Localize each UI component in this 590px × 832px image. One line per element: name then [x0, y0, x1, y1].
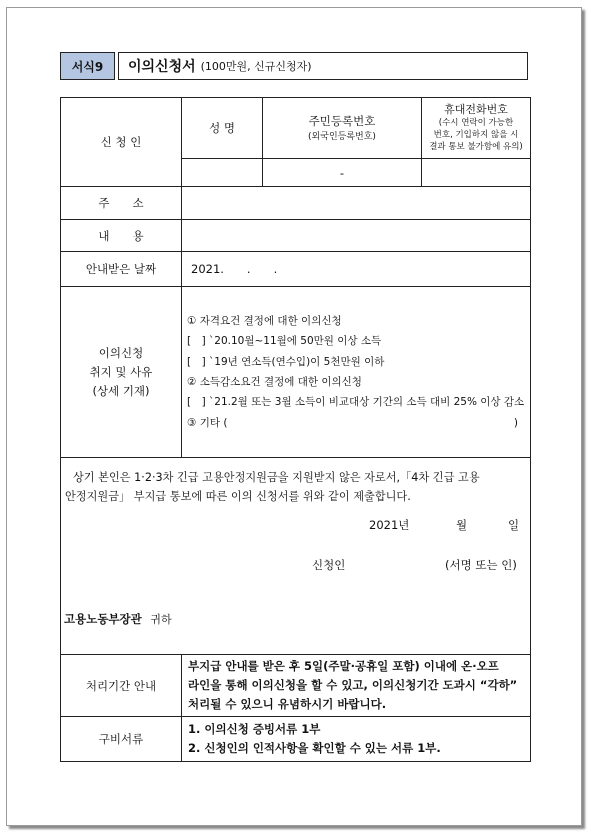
- address-label-cell: [61, 187, 182, 220]
- name-field[interactable]: [182, 159, 263, 187]
- name-label-cell: [182, 98, 263, 159]
- phone-note-3: 결과 통보 불가함에 유의): [429, 142, 523, 152]
- reason-other-close: ): [513, 416, 518, 429]
- content-label-cell: [61, 220, 182, 252]
- content-field[interactable]: [182, 220, 531, 252]
- reason-line-1: ① 자격요건 결정에 대한 이의신청: [187, 314, 342, 327]
- documents-label-cell: [61, 717, 182, 762]
- recipient-name: 고용노동부장관: [64, 612, 142, 626]
- guide-date-label: 안내받은 날짜: [85, 262, 157, 276]
- documents-item-1: 1. 이의신청 증빙서류 1부: [188, 722, 321, 736]
- processing-line-3: 처리될 수 있으니 유념하시기 바랍니다.: [188, 697, 387, 711]
- processing-notice-cell: [182, 655, 531, 717]
- reason-line-5[interactable]: [ ] `21.2월 또는 3월 소득이 비교대상 기간의 소득 대비 25% 이상 감소: [187, 396, 525, 409]
- applicant-label: 신 청 인: [100, 135, 142, 149]
- guide-date-value: 2021. . .: [191, 262, 278, 276]
- form-title-box: [118, 52, 528, 80]
- phone-label-cell: [422, 98, 531, 159]
- declaration-cell: [61, 458, 531, 655]
- declaration-line-2: 안정지원금」 부지급 통보에 따른 이의 신청서를 위와 같이 제출합니다.: [65, 490, 411, 503]
- signer-label: 신청인: [312, 558, 346, 572]
- reason-line-2[interactable]: [ ] `20.10월~11월에 50만원 이상 소득: [187, 335, 382, 348]
- reason-line-4: ② 소득감소요건 결정에 대한 이의신청: [187, 376, 362, 388]
- declaration-block: [61, 458, 530, 654]
- recipient-honorific: 귀하: [150, 613, 172, 626]
- form-code-badge: [60, 52, 115, 80]
- processing-label-cell: [61, 655, 182, 717]
- form-code-text: 서식9: [71, 59, 104, 74]
- phone-field[interactable]: [422, 159, 531, 187]
- declaration-line-1: 상기 본인은 1·2·3차 긴급 고용안정지원금을 지원받지 않은 자로서,「4차 긴급 고용: [73, 471, 480, 484]
- date-year: 2021년: [369, 518, 410, 532]
- address-label: 주 소: [98, 196, 144, 210]
- reason-field[interactable]: [182, 287, 531, 458]
- phone-note-2: 번호, 기입하지 않을 시: [433, 130, 519, 140]
- application-form-table: [60, 97, 531, 762]
- rrn-label-cell: [263, 98, 422, 159]
- documents-item-2: 2. 신청인의 인적사항을 확인할 수 있는 서류 1부.: [188, 741, 441, 755]
- processing-line-2: 라인을 통해 이의신청을 할 수 있고, 이의신청기간 도과시 “각하”: [188, 678, 518, 692]
- applicant-label-cell: [61, 98, 182, 187]
- date-month[interactable]: 월: [456, 518, 468, 532]
- form-title: 이의신청서: [128, 59, 196, 75]
- reason-label-1: 이의신청: [98, 345, 144, 360]
- phone-note-1: (수시 연락이 가능한: [438, 118, 514, 128]
- reason-label-cell: [61, 287, 182, 458]
- rrn-dash: -: [339, 165, 345, 180]
- rrn-label: 주민등록번호: [308, 114, 376, 128]
- name-label: 성 명: [209, 121, 235, 135]
- address-field[interactable]: [182, 187, 531, 220]
- reason-label-2: 취지 및 사유: [89, 364, 153, 379]
- guide-date-field[interactable]: [182, 252, 531, 287]
- processing-label: 처리기간 안내: [85, 678, 157, 693]
- guide-date-label-cell: [61, 252, 182, 287]
- reason-lines: [187, 311, 530, 433]
- signature-note[interactable]: (서명 또는 인): [445, 558, 517, 572]
- documents-label: 구비서류: [98, 732, 144, 746]
- form-subtitle: (100만원, 신규신청자): [200, 60, 312, 73]
- content-label: 내 용: [98, 228, 144, 243]
- rrn-field[interactable]: [263, 159, 422, 187]
- reason-line-3[interactable]: [ ] `19년 연소득(연수입)이 5천만원 이하: [187, 355, 385, 368]
- reason-line-6[interactable]: [187, 413, 530, 433]
- documents-list-cell: [182, 717, 531, 762]
- processing-line-1: 부지급 안내를 받은 후 5일(주말·공휴일 포함) 이내에 온·오프: [188, 659, 499, 673]
- recipient-line: [64, 611, 172, 627]
- reason-label-3: (상세 기재): [92, 383, 150, 398]
- rrn-sub-label: (외국인등록번호): [308, 132, 376, 142]
- reason-other-open: ③ 기타 (: [187, 416, 228, 429]
- phone-label: 휴대전화번호: [444, 103, 508, 116]
- declaration-text: [61, 468, 531, 506]
- date-day[interactable]: 일: [508, 518, 520, 532]
